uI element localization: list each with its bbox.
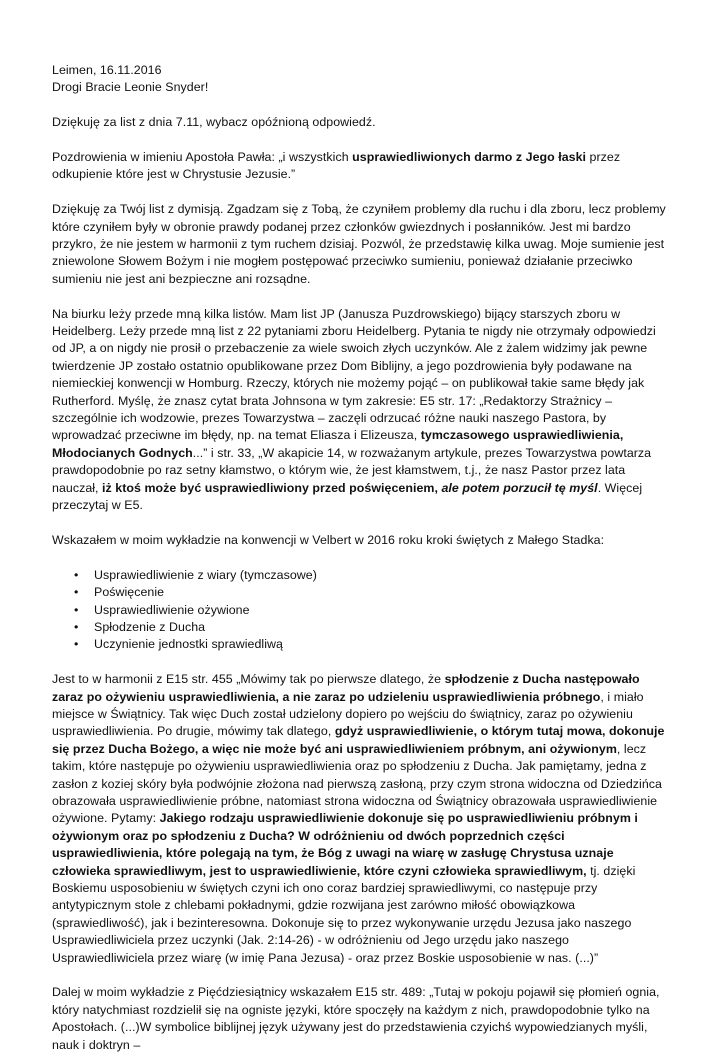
paragraph-e15-455 bbox=[52, 671, 672, 967]
list-item-label: Spłodzenie z Ducha bbox=[94, 619, 206, 634]
list-item-label: Poświęcenie bbox=[94, 585, 165, 600]
bullet-icon: • bbox=[74, 637, 79, 652]
text-run: Na biurku leży przede mną kilka listów. Mam list JP (Janusza Puzdrowskiego) bijący starszych zboru w Heidelberg. Leży przede mną list z 22 pytaniami zboru Heidelberg. Pytania te nigdy nie otrzymały odpowiedzi od JP, a on nigdy nie prosił o przebaczenie za wiele swoich złych uczynków. Ale z żalem widzimy jak pewne twierdzenie JP zostało ostatnio opublikowane przez Dom Biblijny, a jego pozdrowienia były podawane na niemieckiej konwencji w Homburg. Rzeczy, których nie możemy pojąć – on publikował takie same błędy jak Rutherford. Myślę, że znasz cytat brata Johnsona w tym zakresie: E5 str. 17: „Redaktorzy Strażnicy – szczególnie ich wodzowie, prezes Towarzystwa – zaczęli odrzucać różne nauki naszego Pastora, by wprowadzać przeciwne im błędy, np. na temat Eliasza i Elizeusza, bbox=[52, 306, 656, 443]
list-item bbox=[52, 602, 672, 619]
paragraph-letters bbox=[52, 306, 672, 515]
text-run: . Więcej przeczytaj w E5. bbox=[52, 480, 643, 513]
bold-run: Jakiego rodzaju usprawiedliwienie dokonuje się po usprawiedliwieniu próbnym i ożywionym oraz po spłodzeniu z Ducha? W odróżnieniu od dwóch poprzednich części usprawiedliwienia, które polegają na tym, że Bóg z uwagi na wiarę w zasługę Chrystusa uznaje człowieka sprawiedliwym, jest to usprawiedliwienie, które czyni człowieka sprawiedliwym, bbox=[52, 811, 638, 878]
bullet-icon: • bbox=[74, 602, 79, 617]
italic-run: ale potem porzucił tę myśl bbox=[441, 480, 598, 495]
list-item bbox=[52, 567, 672, 584]
list-item bbox=[52, 636, 672, 653]
paragraph-dismissal: Dziękuję za Twój list z dymisją. Zgadzam się z Tobą, że czyniłem problemy dla ruchu i dla zboru, lecz problemy które czyniłem były w obronie prawdy podanej przez członków gwiezdnych i posłanników. Jest mi bardzo przykro, że nie jestem w harmonii z tym ruchem dzisiaj. Pozwól, że przedstawię kilka uwag. Moje sumienie jest zniewolone Słowem Bożym i nie mogłem postępować przeciwko sumieniu, ponieważ działanie przeciwko sumieniu nie jest ani bezpieczne ani rozsądne. bbox=[52, 202, 666, 286]
list-item-label: Usprawiedliwienie z wiary (tymczasowe) bbox=[94, 567, 317, 582]
list-item bbox=[52, 584, 672, 601]
spacer bbox=[52, 549, 672, 566]
text-run: ...” i str. 33, „W akapicie 14, w rozważanym artykule, prezes Towarzystwa powtarza prawdopodobnie po raz setny kłamstwo, o którym wie, że jest kłamstwem, t.j., że nasz Pastor przez lata nauczał, bbox=[52, 445, 652, 495]
place-date: Leimen, 16.11.2016 bbox=[52, 63, 162, 77]
text-run: , i miało miejsce w Świątnicy. Tak więc Duch został udzielony dopiero po wejściu do świątnicy, zaraz po ożywieniu usprawiedliwienia. Po drugie, mówimy tak dlatego, bbox=[52, 689, 644, 739]
bold-run: usprawiedliwionych darmo z Jego łaski bbox=[352, 150, 587, 164]
steps-list bbox=[52, 567, 672, 654]
text-run: Jest to w harmonii z E15 str. 455 „Mówimy tak po pierwsze dlatego, że bbox=[52, 672, 445, 687]
paragraph-greetings bbox=[52, 149, 672, 184]
bold-italic-run bbox=[441, 481, 597, 495]
paragraph-steps-intro: Wskazałem w moim wykładzie na konwencji w Velbert w 2016 roku kroki świętych z Małego Stadka: bbox=[52, 532, 605, 547]
bold-run: iż ktoś może być usprawiedliwiony przed poświęceniem, bbox=[102, 480, 442, 495]
salutation: Drogi Bracie Leonie Snyder! bbox=[52, 80, 209, 95]
bold-run: spłodzenie z Ducha następowało zaraz po ożywieniu usprawiedliwienia, a nie zaraz po udzieleniu usprawiedliwienia próbnego bbox=[52, 672, 640, 704]
paragraph-thanks: Dziękuję za list z dnia 7.11, wybacz opóźnioną odpowiedź. bbox=[52, 115, 376, 130]
paragraph-e15-489: Dalej w moim wykładzie z Pięćdziesiątnicy wskazałem E15 str. 489: „Tutaj w pokoju pojawił się płomień ognia, który natychmiast rozdzielił się na ogniste języki, które spoczęły na każdym z nich, prawdopodobnie tylko na Apostołach. (...)W symbolice biblijnej język używany jest do przedstawienia czyichś wypowiedzianych myśli, nauk i doktryn – bbox=[52, 985, 660, 1052]
bullet-icon: • bbox=[74, 619, 79, 634]
text-run: tj. dzięki Boskiemu usposobieniu w świętych czyni ich ono coraz bardziej sprawiedliwymi, co następuje przy antytypicznym stole z chlebami pokładnymi, gdzie rozwijana jest zarówno miłość obowiązkowa (sprawiedliwość), jak i bezinteresowna. Dokonuje się to przez wykonywanie urzędu Jezusa jako naszego Usprawiedliwiciela przez uczynki (Jak. 2:14-26) - w odróżnieniu od Jego urzędu jako naszego Usprawiedliwiciela przez wiarę (w imię Pana Jezusa) - oraz przez Boskie usposobienie w nas. (...)” bbox=[52, 863, 636, 965]
text-run: Pozdrowienia w imieniu Apostoła Pawła: „i wszystkich bbox=[52, 150, 353, 164]
bold-run: tymczasowego usprawiedliwienia, Młodocianych Godnych bbox=[52, 428, 624, 460]
list-item-label: Usprawiedliwienie ożywione bbox=[94, 602, 250, 617]
text-run: przez odkupienie które jest w Chrystusie Jezusie.” bbox=[52, 150, 621, 182]
bullet-icon: • bbox=[74, 585, 79, 600]
list-item-label: Uczynienie jednostki sprawiedliwą bbox=[94, 637, 283, 652]
bold-run: gdyż usprawiedliwienie, o którym tutaj mowa, dokonuje się przez Ducha Bożego, a więc nie może być ani usprawiedliwieniem próbnym, ani ożywionym bbox=[52, 724, 665, 756]
text-run: , lecz takim, które następuje po ożywieniu usprawiedliwienia oraz po spłodzeniu z Ducha. Jak pamiętamy, jedna z zasłon z koziej skóry była podwójnie złożona nad pierwszą zasłoną, przy czym strona widoczna od Dziedzińca obrazowała usprawiedliwienie próbne, natomiast strona widoczna od Świątnicy obrazowała usprawiedliwienie ożywione. Pytamy: bbox=[52, 741, 662, 826]
bullet-icon: • bbox=[74, 567, 79, 582]
list-item bbox=[52, 619, 672, 636]
